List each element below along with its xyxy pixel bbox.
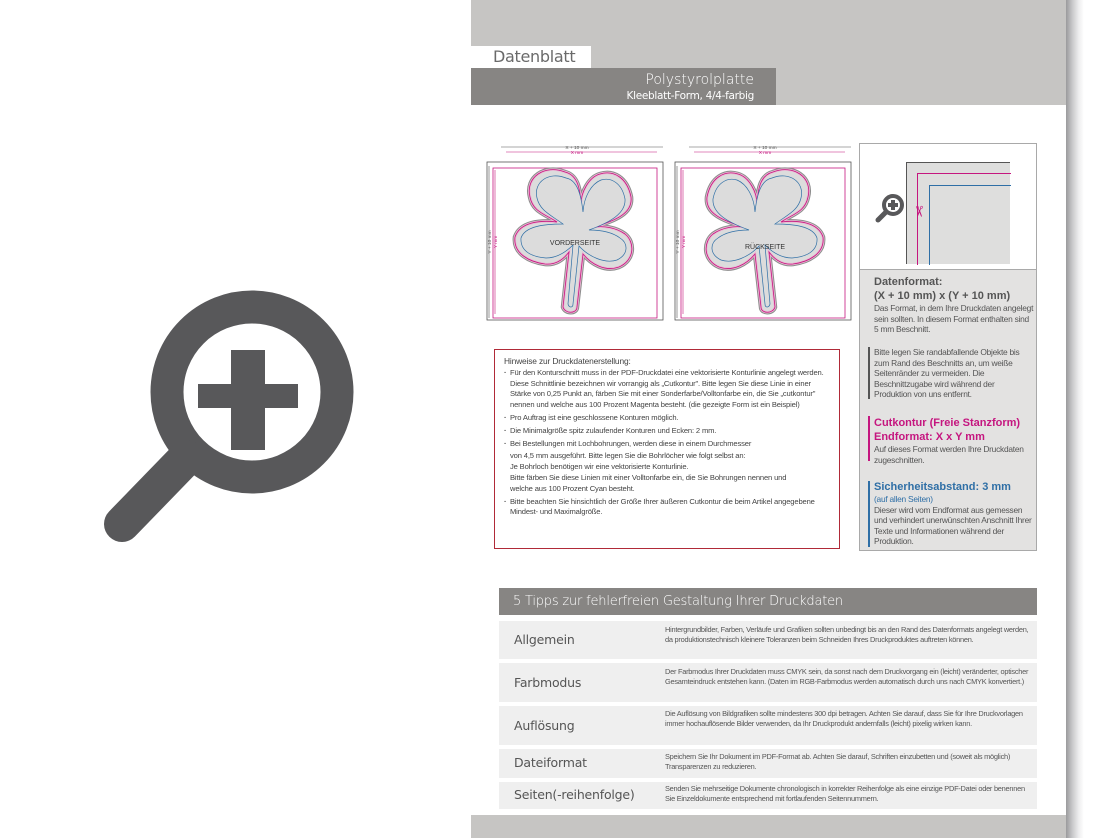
hints-heading: Hinweise zur Druckdatenerstellung: bbox=[504, 356, 631, 366]
hint-item: · Für den Konturschnitt muss in der PDF-Druckdatei eine vektorisierte Konturlinie angelegt werden. Diese Schnittlinie bezeichnen wir vorrangig als „Cutkontur". Bitte legen Sie diese Linie in einer Stärke von 0,25 Punkt an, färben Sie mit einer Sonderfarbe/Volltonfarbe ein, die Sie „cutkontur" nennen und welche aus 100 Prozent Magenta besteht. (die gezeigte Form ist ein Beispiel) bbox=[504, 368, 831, 411]
tip-row-aufloesung bbox=[499, 706, 1037, 745]
tip-label: Dateiformat bbox=[514, 755, 587, 770]
zoom-in-icon[interactable] bbox=[100, 288, 360, 550]
sicherheit-section bbox=[874, 480, 1034, 547]
datenformat-formula: (X + 10 mm) x (Y + 10 mm) bbox=[874, 290, 1011, 302]
datasheet-page bbox=[471, 0, 1066, 838]
height-outer-label: Y + 10 mm bbox=[488, 230, 493, 254]
page-shadow bbox=[1066, 0, 1084, 838]
height-inner-label: Y mm bbox=[494, 235, 499, 249]
detail-zoom-box bbox=[860, 144, 1036, 270]
hint-subline: Bitte färben Sie diese Linien mit einer Volltonfarbe ein, die Sie Bohrungen nennen und bbox=[510, 472, 787, 482]
tip-label: Allgemein bbox=[514, 632, 575, 647]
hint-item: · Bitte beachten Sie hinsichtlich der Größe Ihrer äußeren Cutkontur die beim Artikel angegebene Mindest- und Maximalgröße. bbox=[504, 497, 831, 519]
note-bar bbox=[868, 347, 870, 399]
tip-label: Farbmodus bbox=[514, 675, 582, 690]
hints-list bbox=[504, 368, 831, 518]
sicherheit-heading: Sicherheitsabstand: 3 mm bbox=[874, 481, 1011, 493]
height-outer-label: Y + 10 mm bbox=[676, 230, 681, 254]
cutkontur-section bbox=[874, 416, 1034, 465]
height-inner-label: Y mm bbox=[682, 235, 687, 249]
side-label-front: VORDERSEITE bbox=[549, 240, 601, 247]
tip-text: Die Auflösung von Bildgrafiken sollte mindestens 300 dpi betragen. Achten Sie darauf, dass Sie für Ihre Druckvorlagen immer hochauflösende Bilder verwenden, da Ihr Druckprodukt andernfalls (leicht) pixelig wirken kann. bbox=[665, 709, 1023, 729]
tip-text: Senden Sie mehrseitige Dokumente chronologisch in korrekter Reihenfolge als eine einzige PDF-Datei oder benennen Sie Einzeldokumente entsprechend mit fortlaufenden Seitennummern. bbox=[665, 784, 1025, 804]
zoom-in-icon[interactable] bbox=[874, 192, 906, 224]
side-label-back: RÜCKSEITE bbox=[744, 244, 786, 251]
datenformat-text: Das Format, in dem Ihre Druckdaten angelegt sein sollten. In diesem Format enthalten sind 5 mm Beschnitt. bbox=[874, 303, 1034, 335]
footer-band bbox=[471, 815, 1066, 838]
scissors-icon: ✂ bbox=[909, 205, 927, 218]
product-subtitle: Kleeblatt-Form, 4/4-farbig bbox=[626, 90, 754, 102]
datenblatt-tab: Datenblatt bbox=[471, 46, 591, 68]
width-inner-label: X mm bbox=[570, 151, 584, 156]
back-side-diagram bbox=[673, 142, 853, 322]
tip-text: Der Farbmodus Ihrer Druckdaten muss CMYK sein, da sonst nach dem Druckvorgang ein (leicht) veränderter, optischer Gesamteindruck entstehen kann. (Daten im RGB-Farbmodus werden automatisch durch uns nach CMYK konvertiert.) bbox=[665, 667, 1029, 687]
tip-label: Seiten(-reihenfolge) bbox=[514, 787, 635, 802]
cutkontur-text: Auf dieses Format werden Ihre Druckdaten zugeschnitten. bbox=[874, 444, 1024, 465]
tip-label: Auflösung bbox=[514, 718, 575, 733]
hint-subline: welche aus 100 Prozent Cyan besteht. bbox=[510, 483, 635, 493]
hint-subline: von 4,5 mm ausgeführt. Bitte legen Sie die Bohrlöcher wie folgt selbst an: bbox=[510, 451, 746, 461]
hint-subline: Je Bohrloch benötigen wir eine vektorisierte Konturlinie. bbox=[510, 462, 689, 472]
width-inner-label: X mm bbox=[758, 151, 772, 156]
product-title: Polystyrolplatte bbox=[645, 72, 754, 88]
width-outer-label: X + 10 mm bbox=[565, 145, 589, 151]
cutkontur-bar bbox=[868, 416, 870, 461]
cutkontur-heading: Cutkontur (Freie Stanzform) bbox=[874, 417, 1021, 429]
tips-heading: 5 Tipps zur fehlerfreien Gestaltung Ihrer Druckdaten bbox=[499, 588, 1037, 615]
product-title-band bbox=[471, 68, 776, 105]
tip-row-seiten bbox=[499, 782, 1037, 809]
print-data-hints bbox=[494, 349, 840, 549]
tip-text: Hintergrundbilder, Farben, Verläufe und Grafiken sollten unbedingt bis an den Rand des Datenformats angelegt werden, da produktionstechnisch kleinere Toleranzen beim Schneiden Ihres Druckproduktes auftreten können. bbox=[665, 625, 1029, 645]
datenformat-heading: Datenformat: bbox=[874, 276, 943, 288]
tip-row-farbmodus bbox=[499, 663, 1037, 702]
tip-row-dateiformat bbox=[499, 749, 1037, 778]
front-side-diagram bbox=[485, 142, 665, 322]
hint-item: · Die Minimalgröße spitz zulaufender Konturen und Ecken: 2 mm. bbox=[504, 426, 831, 437]
format-info-panel bbox=[859, 143, 1037, 551]
hint-item: · Bei Bestellungen mit Lochbohrungen, werden diese in einem Durchmesser bbox=[504, 439, 831, 450]
datenformat-note: Bitte legen Sie randabfallende Objekte bis zum Rand des Beschnitts an, um weiße Seitenränder zu vermeiden. Die Beschnittzugabe wird während der Produktion von uns entfernt. bbox=[874, 347, 1020, 400]
cutkontur-format: Endformat: X x Y mm bbox=[874, 431, 985, 443]
sicherheit-bar bbox=[868, 481, 870, 547]
sicherheit-sub: (auf allen Seiten) bbox=[874, 494, 933, 504]
tip-row-allgemein bbox=[499, 621, 1037, 659]
hint-item: · Pro Auftrag ist eine geschlossene Konturen möglich. bbox=[504, 413, 831, 424]
width-outer-label: X + 10 mm bbox=[753, 145, 777, 151]
tip-text: Speichern Sie Ihr Dokument im PDF-Format ab. Achten Sie darauf, Schriften einzubetten und (soweit als möglich) Transparenzen zu reduzieren. bbox=[665, 752, 1011, 772]
datenformat-section bbox=[874, 275, 1034, 335]
sicherheit-text: Dieser wird vom Endformat aus gemessen und verhindert unerwünschten Anschnitt Ihrer Texte und Informationen während der Produktion. bbox=[874, 504, 1032, 547]
